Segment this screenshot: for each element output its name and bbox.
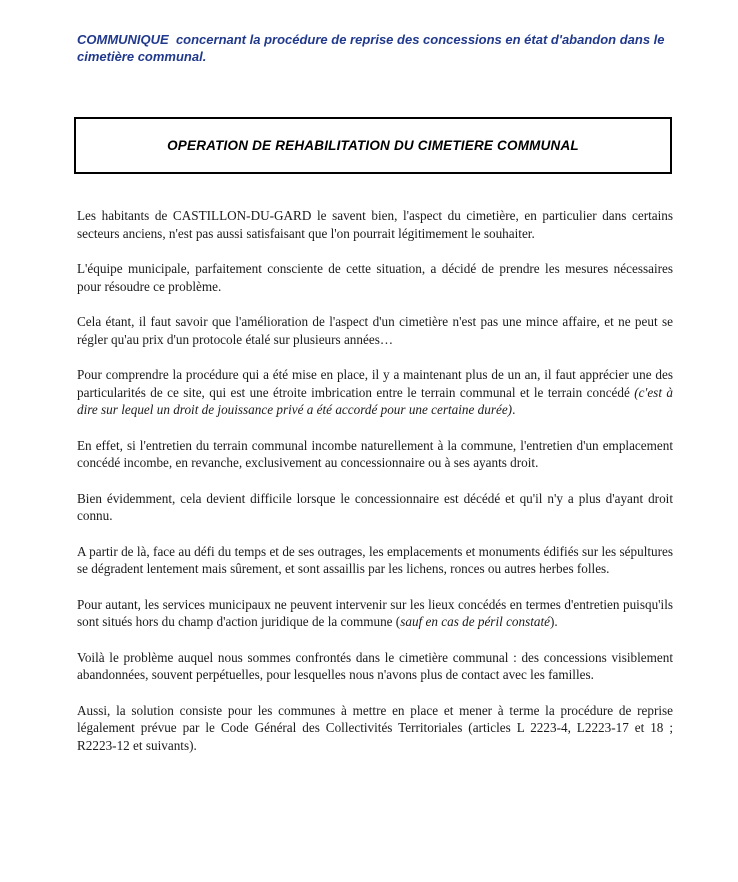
paragraph-text-run: ).	[550, 614, 558, 629]
paragraph-text-run: Bien évidemment, cela devient difficile lorsque le concessionnaire est décédé et qu'il n'y a plus d'ayant droit connu.	[77, 490, 673, 523]
paragraph	[77, 437, 673, 472]
paragraph-italic-run: sauf en cas de péril constaté	[400, 614, 551, 629]
paragraph	[77, 702, 673, 755]
paragraph-text-run: Cela étant, il faut savoir que l'amélioration de l'aspect d'un cimetière n'est pas une mince affaire, et ne peut se régler qu'au prix d'un protocole étalé sur plusieurs années…	[77, 314, 673, 347]
paragraph	[77, 490, 673, 525]
paragraph	[77, 543, 673, 578]
communique-heading: COMMUNIQUE concernant la procédure de reprise des concessions en état d'abandon dans le cimetière communal.	[77, 32, 669, 64]
document-title: OPERATION DE REHABILITATION DU CIMETIERE COMMUNAL	[167, 138, 579, 153]
paragraph-text-run: Aussi, la solution consiste pour les communes à mettre en place et mener à terme la procédure de reprise légalement prévue par le Code Général des Collectivités Territoriales (articles L 2223-4, L2223-17 et 18 ; R2223-12 et suivants).	[77, 702, 673, 753]
paragraph	[77, 649, 673, 684]
paragraph-text-run: Voilà le problème auquel nous sommes confrontés dans le cimetière communal : des concessions visiblement abandonnées, souvent perpétuelles, pour lesquelles nous n'avons plus de contact avec les familles.	[77, 649, 673, 682]
paragraph-text-run: Les habitants de CASTILLON-DU-GARD le savent bien, l'aspect du cimetière, en particulier dans certains secteurs anciens, n'est pas aussi satisfaisant que l'on pourrait légitimement le souhaiter.	[77, 208, 673, 241]
paragraph-text-run: .	[512, 402, 516, 417]
paragraph	[77, 596, 673, 631]
title-box	[74, 117, 672, 174]
paragraph	[77, 313, 673, 348]
paragraph-italic-run: (c'est à dire sur lequel un droit de jouissance privé a été accordé pour une certaine durée)	[77, 384, 673, 417]
paragraph-text-run: Pour comprendre la procédure qui a été mise en place, il y a maintenant plus de un an, il faut apprécier une des particularités de ce site, qui est une étroite imbrication entre le terrain communal et le terrain concédé	[77, 367, 673, 400]
paragraph-text-run: En effet, si l'entretien du terrain communal incombe naturellement à la commune, l'entretien d'un emplacement concédé incombe, en revanche, exclusivement au concessionnaire ou à ses ayants droit.	[77, 437, 673, 470]
paragraph	[77, 207, 673, 242]
paragraph	[77, 260, 673, 295]
document-body	[77, 207, 673, 754]
paragraph	[77, 366, 673, 419]
paragraph-text-run: A partir de là, face au défi du temps et de ses outrages, les emplacements et monuments édifiés sur les sépultures se dégradent lentement mais sûrement, et sont assaillis par les lichens, ronces ou autres herbes folles.	[77, 543, 673, 576]
paragraph-text-run: L'équipe municipale, parfaitement consciente de cette situation, a décidé de prendre les mesures nécessaires pour résoudre ce problème.	[77, 261, 673, 294]
paragraph-text-run: Pour autant, les services municipaux ne peuvent intervenir sur les lieux concédés en termes d'entretien puisqu'ils sont situés hors du champ d'action juridique de la commune (	[77, 596, 673, 629]
